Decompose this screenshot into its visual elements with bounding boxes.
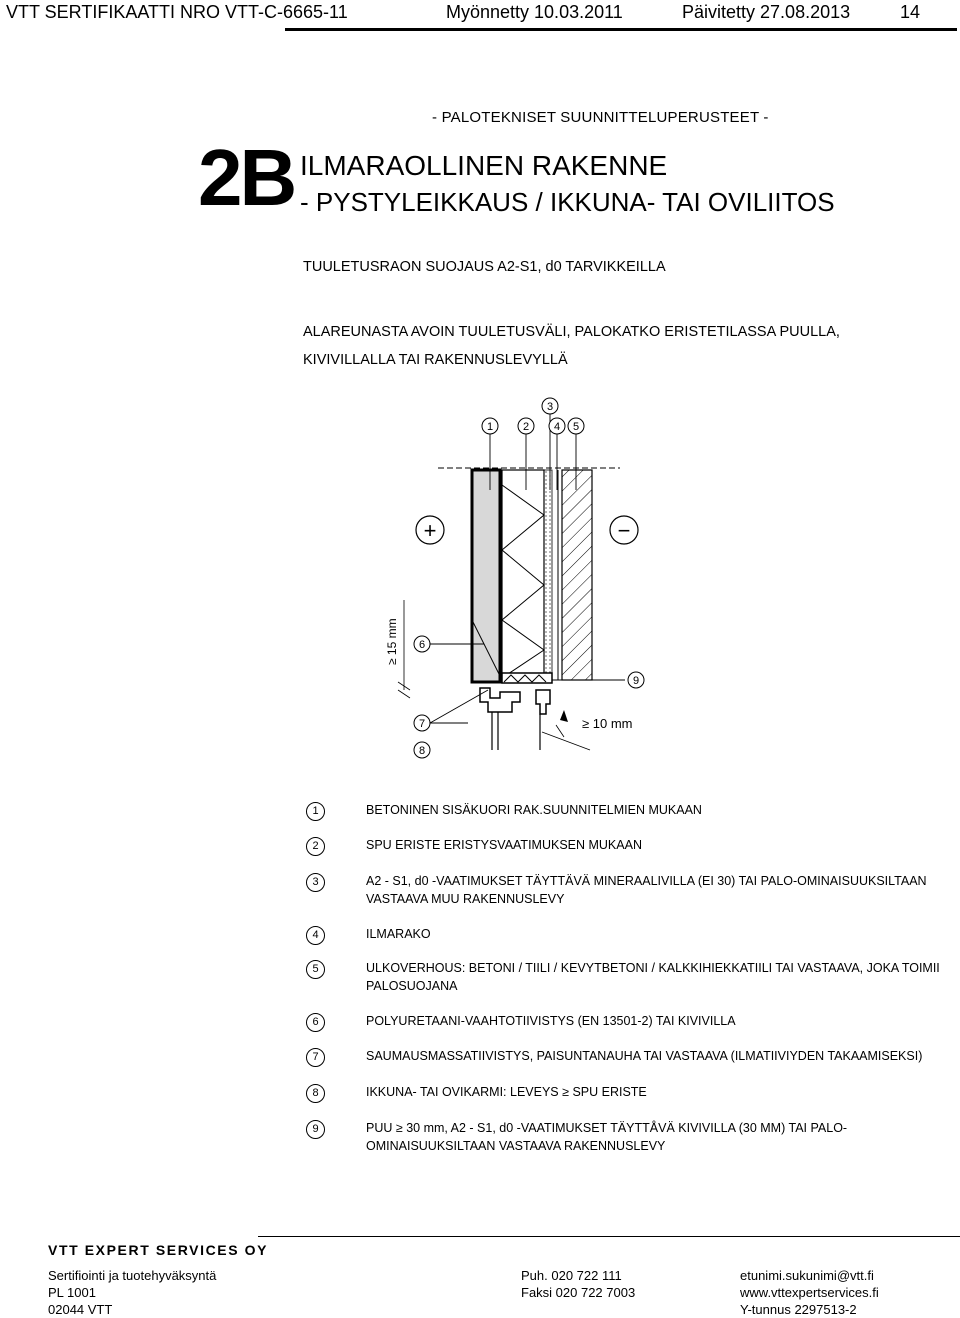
callout-label: 4 [553, 421, 561, 433]
footer-city: 02044 VTT [48, 1302, 113, 1317]
detail-code: 2B [198, 133, 295, 222]
section-drawing [380, 390, 660, 770]
header-rule [285, 28, 957, 31]
legend-number: 3 [306, 873, 325, 892]
callout-label: 9 [632, 675, 640, 687]
legend-text: IKKUNA- TAI OVIKARMI: LEVEYS ≥ SPU ERISTE [366, 1085, 647, 1099]
mineral-wool [544, 470, 552, 680]
dim-vertical-label: ≥ 15 mm [385, 618, 399, 665]
legend-number: 5 [306, 960, 325, 979]
legend-text: A2 - S1, d0 -VAATIMUKSET TÄYTTÄVÄ MINERAALIVILLA (EI 30) TAI PALO-OMINAISUUKSILTAAN VASTAAVA MUU RAKENNUSLEVY [366, 874, 927, 906]
firestop-note: ALAREUNASTA AVOIN TUULETUSVÄLI, PALOKATKO ERISTETILASSA PUULLA, KIVIVILLALLA TAI RAKENNUSLEVYLLÄ [303, 324, 840, 368]
callout-label: 8 [418, 745, 426, 757]
legend-number: 2 [306, 837, 325, 856]
dim-horizontal-label: ≥ 10 mm [582, 716, 633, 731]
legend-number: 7 [306, 1048, 325, 1067]
svg-text:+: + [423, 518, 437, 543]
footer-fax: Faksi 020 722 7003 [521, 1285, 636, 1300]
window-frame-outer [536, 690, 550, 714]
outer-cladding [562, 470, 592, 680]
legend-text: SAUMAUSMASSATIIVISTYS, PAISUNTANAUHA TAI VASTAAVA (ILMATIIVIYDEN TAKAAMISEKSI) [366, 1049, 923, 1063]
footer-phone: Puh. 020 722 111 [521, 1268, 622, 1283]
legend-text: ILMARAKO [366, 927, 431, 941]
svg-text:−: − [617, 518, 631, 543]
legend-number: 1 [306, 802, 325, 821]
callout-label: 6 [418, 639, 426, 651]
footer-rule [258, 1236, 960, 1237]
legend-number: 9 [306, 1120, 325, 1139]
legend-text: SPU ERISTE ERISTYSVAATIMUKSEN MUKAAN [366, 838, 642, 852]
concrete-inner-shell [472, 470, 500, 682]
footer-email: etunimi.sukunimi@vtt.fi [740, 1268, 874, 1283]
certificate-number: VTT SERTIFIKAATTI NRO VTT-C-6665-11 [6, 2, 348, 22]
callout-label: 1 [486, 421, 494, 433]
legend-text: PUU ≥ 30 mm, A2 - S1, d0 -VAATIMUKSET TÄYTTÅVÄ KIVIVILLA (30 MM) TAI PALO-OMINAISUUKSILTAAN VASTAAVA RAKENNUSLEVY [366, 1121, 848, 1153]
footer-po: PL 1001 [48, 1285, 96, 1300]
footer-ytunnus: Y-tunnus 2297513-2 [740, 1302, 857, 1317]
legend-number: 4 [306, 926, 325, 945]
callout-label: 5 [572, 421, 580, 433]
footer-web: www.vttexpertservices.fi [740, 1285, 879, 1300]
firestop-strip [502, 673, 552, 683]
approved-date: Myönnetty 10.03.2011 [446, 2, 623, 22]
detail-subtitle: - PYSTYLEIKKAUS / IKKUNA- TAI OVILIITOS [300, 187, 835, 217]
updated-date: Päivitetty 27.08.2013 [682, 2, 851, 22]
detail-title: ILMARAOLLINEN RAKENNE [300, 150, 668, 181]
legend-number: 8 [306, 1084, 325, 1103]
legend-text: POLYURETAANI-VAAHTOTIIVISTYS (EN 13501-2) TAI KIVIVILLA [366, 1014, 736, 1028]
footer-company: VTT EXPERT SERVICES OY [48, 1242, 269, 1258]
legend-text: BETONINEN SISÄKUORI RAK.SUUNNITELMIEN MUKAAN [366, 803, 702, 817]
footer-dept: Sertifiointi ja tuotehyväksyntä [48, 1268, 217, 1283]
legend-text: ULKOVERHOUS: BETONI / TIILI / KEVYTBETONI / KALKKIHIEKKATIILI TAI VASTAAVA, JOKA TOIMII PALOSUOJANA [366, 961, 940, 993]
ventilation-note: TUULETUSRAON SUOJAUS A2-S1, d0 TARVIKKEILLA [303, 259, 666, 275]
section-heading: - PALOTEKNISET SUUNNITTELUPERUSTEET - [432, 109, 769, 126]
legend-number: 6 [306, 1013, 325, 1032]
spu-insulation [502, 470, 544, 680]
callout-label: 7 [418, 718, 426, 730]
callout-label: 2 [522, 421, 530, 433]
page-number: 14 [900, 2, 921, 22]
callout-label: 3 [546, 401, 554, 413]
